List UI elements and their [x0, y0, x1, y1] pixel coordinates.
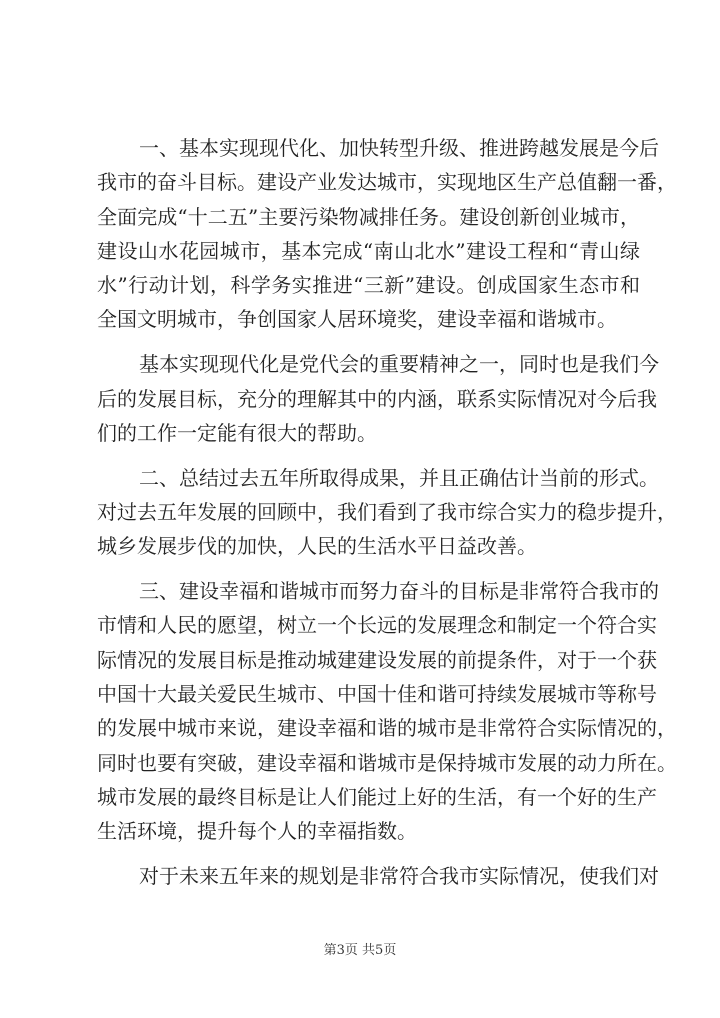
- text-line: 三、建设幸福和谐城市而努力奋斗的目标是非常符合我市的: [139, 579, 659, 604]
- text-line: 基本实现现代化是党代会的重要精神之一，同时也是我们今: [139, 352, 659, 377]
- text-line: 我市的奋斗目标。建设产业发达城市，实现地区生产总值翻一番，: [97, 170, 677, 195]
- paragraph: [97, 347, 659, 450]
- text-line: 一、基本实现现代化、加快转型升级、推进跨越发展是今后: [139, 136, 659, 160]
- paragraph: [97, 859, 659, 893]
- text-line: 二、总结过去五年所取得成果，并且正确估计当前的形式。: [139, 465, 659, 490]
- text-line: 生活环境，提升每个人的幸福指数。: [97, 819, 417, 844]
- text-line: 市情和人民的愿望，树立一个长远的发展理念和制定一个符合实: [97, 613, 657, 638]
- text-line: 全国文明城市，争创国家人居环境奖，建设幸福和谐城市。: [97, 307, 617, 332]
- text-line: 的发展中城市来说，建设幸福和谐的城市是非常符合实际情况的，: [97, 716, 677, 741]
- text-line: 中国十大最关爱民生城市、中国十佳和谐可持续发展城市等称号: [97, 681, 657, 706]
- paragraph: [97, 461, 677, 564]
- text-line: 们的工作一定能有很大的帮助。: [97, 420, 377, 445]
- text-line: 同时也要有突破，建设幸福和谐城市是保持城市发展的动力所在。: [97, 750, 677, 775]
- text-line: 对过去五年发展的回顾中，我们看到了我市综合实力的稳步提升，: [97, 499, 677, 524]
- text-line: 水”行动计划，科学务实推进“三新”建设。创成国家生态市和: [97, 273, 640, 298]
- document-body: [97, 131, 677, 904]
- text-line: 对于未来五年来的规划是非常符合我市实际情况，使我们对: [139, 863, 659, 888]
- paragraph: [97, 574, 677, 848]
- text-line: 城市发展的最终目标是让人们能过上好的生活，有一个好的生产: [97, 784, 657, 809]
- text-line: 全面完成“十二五”主要污染物减排任务。建设创新创业城市，: [97, 204, 640, 229]
- text-line: 后的发展目标，充分的理解其中的内涵，联系实际情况对今后我: [97, 386, 657, 411]
- page-footer: 第3页 共5页: [323, 943, 397, 958]
- text-line: 城乡发展步伐的加快，人民的生活水平日益改善。: [97, 534, 537, 559]
- text-line: 际情况的发展目标是推动城建建设发展的前提条件，对于一个获: [97, 647, 657, 672]
- text-line: 建设山水花园城市，基本完成“南山北水”建设工程和“青山绿: [97, 238, 640, 263]
- paragraph: [97, 131, 677, 337]
